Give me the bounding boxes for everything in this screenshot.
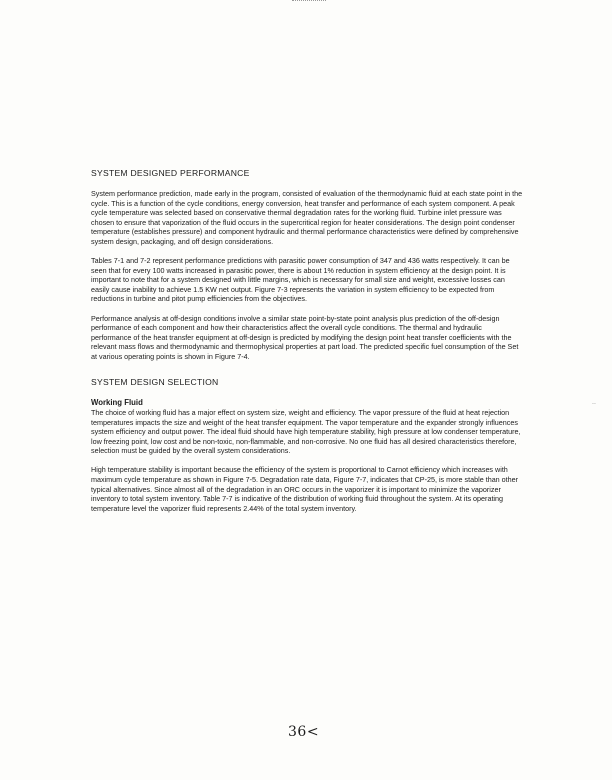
page-content [91,168,523,523]
paragraph: Performance analysis at off-design conditions involve a similar state point-by-state point analysis plus prediction of the off-design performance of each component and how their characteristics affect the overall cycle conditions. The thermal and hydraulic performance of the heat transfer equipment at off-design is predicted by modifying the design point heat transfer coefficients with the relevant mass flows and thermodynamic and thermophysical properties at part load. The predicted specific fuel consumption of the Set at various operating points is shown in Figure 7-4. [91,313,519,361]
section-heading-selection: SYSTEM DESIGN SELECTION [91,377,219,387]
paragraph: Tables 7-1 and 7-2 represent performance predictions with parasitic power consumption of 347 and 436 watts respectively. It can be seen that for every 100 watts increased in parasitic power, there is about 1% reduction in system efficiency at the design point. It is important to note that for a system designed with little margins, which is necessary for small size and weight, excessive losses can easily cause inability to achieve 1.5 KW net output. Figure 7-3 represents the variation in system efficiency to be expected from reductions in turbine and pitot pump efficiencies from the objectives. [91,256,510,304]
paragraph: System performance prediction, made early in the program, consisted of evaluation of the thermodynamic fluid at each state point in the cycle. This is a function of the cycle conditions, energy conversion, heat transfer and performance of each system component. A peak cycle temperature was selected based on conservative thermal degradation rates for the working fluid. Turbine inlet pressure was chosen to ensure that vaporization of the fluid occurs in the supercritical region for heater considerations. The design point condenser temperature (establishes pressure) and component hydraulic and thermal performance characteristics were defined by comprehensive system design, packaging, and off design considerations. [91,189,523,246]
paragraph: The choice of working fluid has a major effect on system size, weight and efficiency. The vapor pressure of the fluid at heat rejection temperatures impacts the size and weight of the heat transfer equipment. The vapor temperature and the expander strongly influences system efficiency and output power. The ideal fluid should have high temperature stability, high pressure at low condenser temperature, low freezing point, low cost and be non-toxic, non-flammable, and non-corrosive. No one fluid has all desired characteristics therefore, selection must be guided by the overall system considerations. [91,408,521,456]
paragraph: High temperature stability is important because the efficiency of the system is proportional to Carnot efficiency which increases with maximum cycle temperature as shown in Figure 7-5. Degradation rate data, Figure 7-7, indicates that CP-25, is more stable than other typical alternatives. Since almost all of the degradation in an ORC occurs in the vaporizer it is important to minimize the vaporizer inventory to total system inventory. Table 7-7 is indicative of the distribution of working fluid throughout the system. At its operating temperature level the vaporizer fluid represents 2.44% of the total system inventory. [91,465,519,513]
page-number: 36< [288,724,320,740]
scan-artifact-top [292,0,326,4]
subheading-working-fluid: Working Fluid [91,398,143,407]
section-heading-performance: SYSTEM DESIGNED PERFORMANCE [91,168,250,178]
scan-artifact-margin: .. [592,399,596,406]
